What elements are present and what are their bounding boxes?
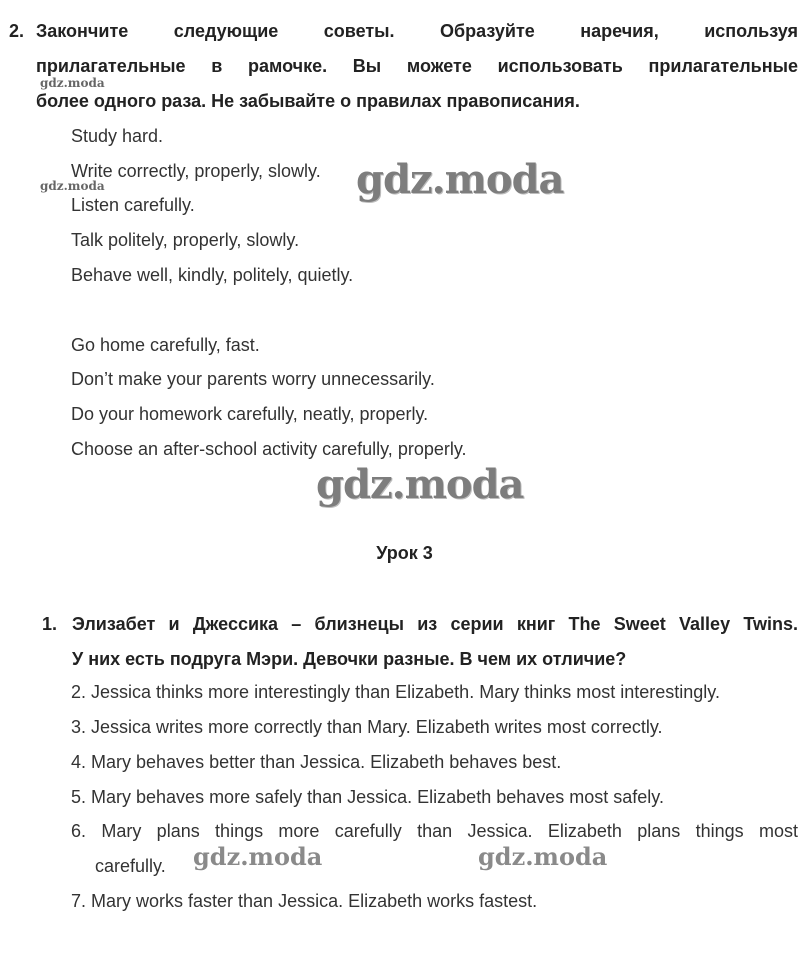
task2-answer-3: Listen carefully. — [71, 195, 195, 215]
watermark-large-2: gdz.moda — [316, 461, 524, 508]
task1-number: 1. — [42, 614, 58, 634]
task1-instruction-line2: У них есть подруга Мэри. Девочки разные. В чем их отличие? — [72, 649, 627, 669]
task2-instruction-line1: Закончите следующие советы. Образуйте наречия, используя — [36, 21, 798, 41]
task1-instruction-line1: Элизабет и Джессика – близнецы из серии книг The Sweet Valley Twins. — [72, 614, 798, 634]
task1-answer-4: 4. Mary behaves better than Jessica. Elizabeth behaves best. — [71, 752, 562, 772]
watermark-small-1: gdz.moda — [40, 76, 105, 90]
task2-number: 2. — [9, 21, 25, 41]
task1-answer-6-continued: carefully. — [95, 856, 166, 876]
task2-answer-7: Don’t make your parents worry unnecessarily. — [71, 369, 435, 389]
watermark-large-1: gdz.moda — [356, 156, 564, 203]
task2-instruction-line2: прилагательные в рамочке. Вы можете использовать прилагательные — [36, 56, 798, 76]
task2-answer-9: Choose an after-school activity carefully, properly. — [71, 439, 467, 459]
watermark-medium-1: gdz.moda — [193, 842, 323, 871]
task2-answer-2: Write correctly, properly, slowly. — [71, 161, 321, 181]
task2-answer-5: Behave well, kindly, politely, quietly. — [71, 265, 354, 285]
task2-answer-4: Talk politely, properly, slowly. — [71, 230, 300, 250]
lesson-title: Урок 3 — [376, 543, 433, 563]
task1-answer-5: 5. Mary behaves more safely than Jessica. Elizabeth behaves most safely. — [71, 787, 664, 807]
task2-answer-8: Do your homework carefully, neatly, properly. — [71, 404, 429, 424]
task2-answer-6: Go home carefully, fast. — [71, 335, 260, 355]
task2-instruction-line3: более одного раза. Не забывайте о правилах правописания. — [36, 91, 580, 111]
watermark-small-2: gdz.moda — [40, 179, 105, 193]
task1-answer-2: 2. Jessica thinks more interestingly than Elizabeth. Mary thinks most interestingly. — [71, 682, 720, 702]
task2-answer-1: Study hard. — [71, 126, 164, 146]
task1-answer-7: 7. Mary works faster than Jessica. Elizabeth works fastest. — [71, 891, 538, 911]
watermark-medium-2: gdz.moda — [478, 842, 608, 871]
task1-answer-6: 6. Mary plans things more carefully than Jessica. Elizabeth plans things most — [71, 821, 798, 841]
task1-answer-3: 3. Jessica writes more correctly than Mary. Elizabeth writes most correctly. — [71, 717, 663, 737]
